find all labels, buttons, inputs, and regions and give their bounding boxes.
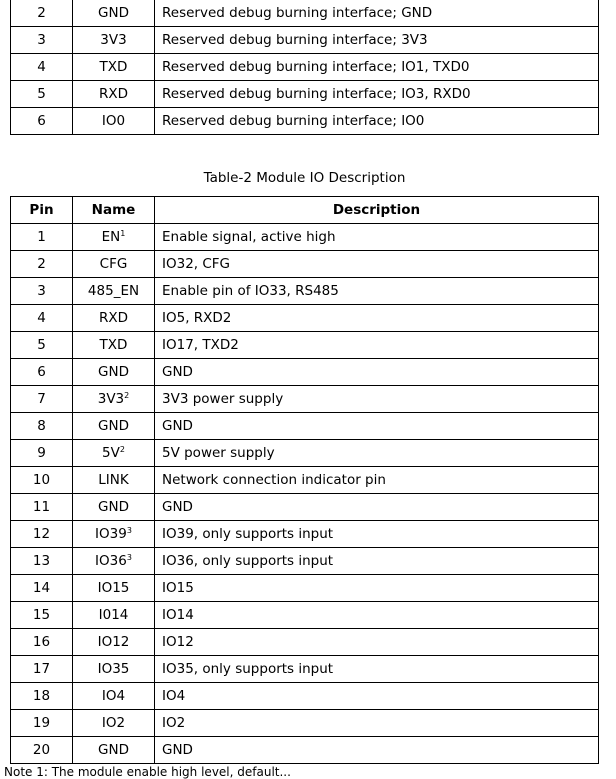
name-cell — [73, 602, 155, 629]
name-cell — [73, 413, 155, 440]
name-cell — [73, 278, 155, 305]
table-row — [11, 54, 599, 81]
table-row — [11, 440, 599, 467]
description-cell: Enable signal, active high — [155, 224, 599, 251]
table-2-caption: Table-2 Module IO Description — [203, 170, 406, 186]
description-cell: Network connection indicator pin — [155, 467, 599, 494]
pin-name: GND — [98, 364, 129, 380]
description-cell: IO12 — [155, 629, 599, 656]
footnote-marker: 2 — [124, 391, 130, 400]
pin-name: IO4 — [101, 688, 126, 704]
pin-name: 3V3 — [97, 391, 125, 407]
name-cell — [73, 305, 155, 332]
pin-cell: 19 — [11, 710, 73, 737]
name-cell — [73, 332, 155, 359]
pin-cell: 14 — [11, 575, 73, 602]
table-row — [11, 683, 599, 710]
pin-cell: 8 — [11, 413, 73, 440]
description-cell: Reserved debug burning interface; IO3, RXD0 — [155, 81, 599, 108]
table-row — [11, 305, 599, 332]
pin-cell: 20 — [11, 737, 73, 764]
description-cell: IO14 — [155, 602, 599, 629]
description-cell: IO39, only supports input — [155, 521, 599, 548]
pin-name: I014 — [98, 607, 129, 623]
name-cell — [73, 359, 155, 386]
pin-cell: 4 — [11, 54, 73, 81]
description-cell: IO36, only supports input — [155, 548, 599, 575]
name-cell — [73, 494, 155, 521]
table-row — [11, 548, 599, 575]
table-row — [11, 278, 599, 305]
pin-cell: 6 — [11, 108, 73, 135]
footnote-marker: 1 — [120, 229, 126, 238]
description-cell: IO4 — [155, 683, 599, 710]
description-cell: Reserved debug burning interface; IO1, TXD0 — [155, 54, 599, 81]
name-cell — [73, 224, 155, 251]
pin-cell: 6 — [11, 359, 73, 386]
footnote: Note 1: The module enable high level, default... — [4, 765, 291, 779]
pin-name: IO36 — [95, 553, 127, 569]
table-row — [11, 494, 599, 521]
table-row — [11, 108, 599, 135]
pin-cell: 2 — [11, 251, 73, 278]
pin-name: RXD — [98, 310, 129, 326]
pin-cell: 2 — [11, 0, 73, 27]
pin-name: CFG — [99, 256, 128, 272]
name-cell — [73, 521, 155, 548]
pin-cell: 12 — [11, 521, 73, 548]
description-cell: IO15 — [155, 575, 599, 602]
table-row — [11, 386, 599, 413]
name-cell — [73, 440, 155, 467]
table-row — [11, 251, 599, 278]
pin-name: GND — [98, 742, 129, 758]
table-row — [11, 575, 599, 602]
pin-column-header: Pin — [11, 197, 73, 224]
name-cell — [73, 656, 155, 683]
description-cell: IO32, CFG — [155, 251, 599, 278]
pin-name: GND — [98, 418, 129, 434]
description-column-header: Description — [155, 197, 599, 224]
pin-cell: 4 — [11, 305, 73, 332]
module-io-table — [10, 196, 599, 764]
pin-cell: 3 — [11, 27, 73, 54]
table-row — [11, 656, 599, 683]
pin-name: IO39 — [95, 526, 127, 542]
description-cell: IO35, only supports input — [155, 656, 599, 683]
description-cell: GND — [155, 413, 599, 440]
table-row — [11, 27, 599, 54]
description-cell: Reserved debug burning interface; IO0 — [155, 108, 599, 135]
table-row — [11, 81, 599, 108]
pin-cell: 7 — [11, 386, 73, 413]
description-cell: 3V3 power supply — [155, 386, 599, 413]
pin-cell: 9 — [11, 440, 73, 467]
description-cell: IO17, TXD2 — [155, 332, 599, 359]
table-row — [11, 359, 599, 386]
name-cell — [73, 251, 155, 278]
pin-name: IO15 — [97, 580, 130, 596]
name-cell — [73, 737, 155, 764]
table-row — [11, 521, 599, 548]
name-cell — [73, 548, 155, 575]
description-cell: GND — [155, 737, 599, 764]
pin-cell: 18 — [11, 683, 73, 710]
table-row — [11, 602, 599, 629]
pin-name: IO35 — [97, 661, 130, 677]
footnote-marker: 3 — [126, 526, 132, 535]
name-cell: TXD — [73, 54, 155, 81]
pin-cell: 10 — [11, 467, 73, 494]
name-cell — [73, 710, 155, 737]
pin-cell: 16 — [11, 629, 73, 656]
name-cell — [73, 683, 155, 710]
pin-cell: 17 — [11, 656, 73, 683]
name-cell: RXD — [73, 81, 155, 108]
pin-cell: 1 — [11, 224, 73, 251]
description-cell: IO5, RXD2 — [155, 305, 599, 332]
footnote-marker: 2 — [119, 445, 125, 454]
description-cell: GND — [155, 359, 599, 386]
pin-name: 485_EN — [87, 283, 140, 299]
name-cell — [73, 629, 155, 656]
description-cell: 5V power supply — [155, 440, 599, 467]
description-cell: Reserved debug burning interface; GND — [155, 0, 599, 27]
pin-cell: 5 — [11, 332, 73, 359]
name-cell: IO0 — [73, 108, 155, 135]
pin-name: EN — [101, 229, 121, 245]
table-row — [11, 0, 599, 27]
pin-name: 5V — [102, 445, 120, 461]
description-cell: Enable pin of IO33, RS485 — [155, 278, 599, 305]
pin-name: GND — [98, 499, 129, 515]
description-cell: IO2 — [155, 710, 599, 737]
table-row — [11, 710, 599, 737]
name-cell — [73, 386, 155, 413]
description-cell: Reserved debug burning interface; 3V3 — [155, 27, 599, 54]
name-cell: GND — [73, 0, 155, 27]
table-header-row — [11, 197, 599, 224]
name-cell: 3V3 — [73, 27, 155, 54]
table-row — [11, 332, 599, 359]
table-row — [11, 413, 599, 440]
pin-cell: 15 — [11, 602, 73, 629]
pin-name: TXD — [99, 337, 128, 353]
pin-name: IO12 — [97, 634, 130, 650]
name-cell — [73, 467, 155, 494]
name-column-header: Name — [73, 197, 155, 224]
table-row — [11, 737, 599, 764]
pin-name: LINK — [98, 472, 129, 488]
table-row — [11, 467, 599, 494]
debug-interface-table — [10, 0, 599, 135]
pin-cell: 13 — [11, 548, 73, 575]
name-cell — [73, 575, 155, 602]
pin-cell: 11 — [11, 494, 73, 521]
footnote-marker: 3 — [126, 553, 132, 562]
table-row — [11, 629, 599, 656]
pin-cell: 5 — [11, 81, 73, 108]
description-cell: GND — [155, 494, 599, 521]
pin-cell: 3 — [11, 278, 73, 305]
table-row — [11, 224, 599, 251]
pin-name: IO2 — [101, 715, 126, 731]
